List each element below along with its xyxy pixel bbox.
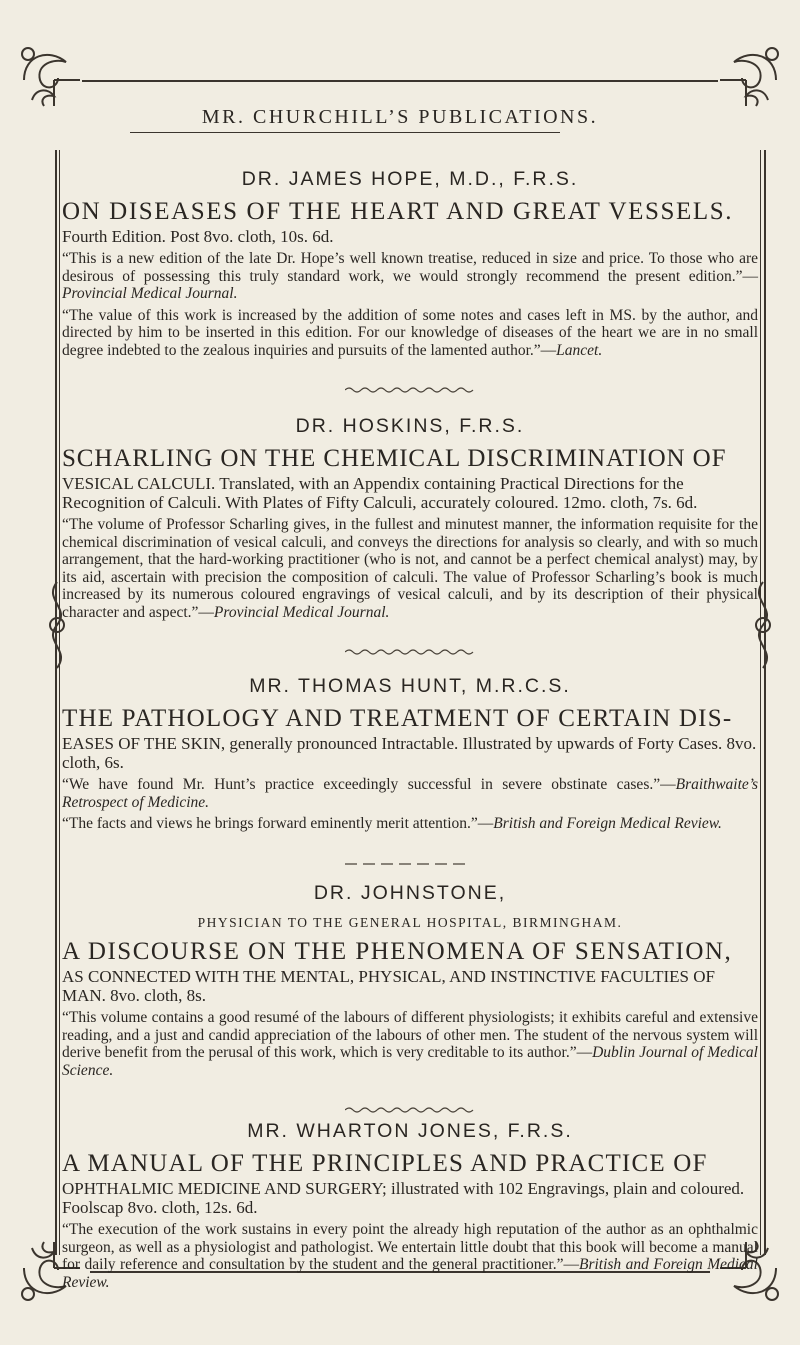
corner-ornament-icon	[716, 40, 786, 110]
work-title: A DISCOURSE ON THE PHENOMENA OF SENSATION,	[62, 938, 733, 965]
review-quote: “This volume contains a good resumé of the labours of different physiologists; it exhibits careful and extensive reading, and a just and candid appreciation of the labours of other men. The student of the nervous system will derive benefit from the perusal of this work, which is very creditable to its author.”—Dublin Journal of Medical Science.	[62, 1009, 758, 1079]
right-border-inner-line	[760, 150, 761, 1255]
publication-entry	[62, 675, 758, 863]
author-name: MR. THOMAS HUNT, M.R.C.S.	[249, 675, 571, 697]
work-details: AS CONNECTED WITH THE MENTAL, PHYSICAL, AND INSTINCTIVE FACULTIES OF MAN. 8vo. cloth, 8s.	[62, 967, 715, 1005]
author-position: PHYSICIAN TO THE GENERAL HOSPITAL, BIRMINGHAM.	[197, 915, 623, 930]
header-underline-rule	[130, 132, 560, 133]
page-header-title: MR. CHURCHILL’S PUBLICATIONS.	[201, 106, 599, 128]
work-details: VESICAL CALCULI. Translated, with an Appendix containing Practical Directions for the Recognition of Calculi. With Plates of Fifty Calculi, accurately coloured. 12mo. cloth, 7s. 6d.	[62, 474, 698, 512]
author-name: DR. HOSKINS, F.R.S.	[295, 415, 525, 437]
left-border-line	[55, 150, 57, 1255]
review-quote: “This is a new edition of the late Dr. Hope’s well known treatise, reduced in size and price. To those who are desirous of possessing this truly standard work, we would strongly recommend the present edition.”—Provincial Medical Journal.	[62, 250, 758, 302]
work-title: A MANUAL OF THE PRINCIPLES AND PRACTICE OF	[62, 1150, 708, 1177]
section-divider	[345, 643, 475, 651]
work-details: EASES OF THE SKIN, generally pronounced Intractable. Illustrated by upwards of Forty Cases. 8vo. cloth, 6s.	[62, 734, 757, 772]
section-divider	[345, 855, 475, 863]
right-border-line	[764, 150, 766, 1255]
review-quote: “We have found Mr. Hunt’s practice exceedingly successful in severe obstinate cases.”—Braithwaite’s Retrospect of Medicine.	[62, 776, 758, 811]
top-rule	[82, 80, 718, 82]
review-quote: “The facts and views he brings forward eminently merit attention.”—British and Foreign Medical Review.	[62, 815, 722, 832]
publication-entry	[62, 1120, 758, 1291]
work-details: OPHTHALMIC MEDICINE AND SURGERY; illustrated with 102 Engravings, plain and coloured. Foolscap 8vo. cloth, 12s. 6d.	[62, 1179, 745, 1217]
review-quote: “The value of this work is increased by the addition of some notes and cases left in MS. by the author, and directed by him to be inserted in this edition. For our knowledge of diseases of the heart we are in no small degree indebted to the zealous inquiries and pursuits of the lamented author.”—Lancet.	[62, 306, 758, 359]
work-title: THE PATHOLOGY AND TREATMENT OF CERTAIN DIS-	[62, 705, 733, 732]
work-details: Fourth Edition. Post 8vo. cloth, 10s. 6d.	[62, 227, 334, 246]
author-name: MR. WHARTON JONES, F.R.S.	[247, 1120, 573, 1142]
section-divider	[345, 1101, 475, 1109]
review-quote: “The execution of the work sustains in every point the already high reputation of the author as an ophthalmic surgeon, as well as a physiologist and pathologist. We entertain little doubt that this book will become a manual for daily reference and consultation by the student and the general practitioner.”—British and Foreign Medical Review.	[62, 1221, 758, 1291]
author-name: DR. JOHNSTONE,	[313, 882, 507, 904]
corner-ornament-icon	[14, 40, 84, 110]
publication-entry	[62, 168, 758, 389]
publication-entry	[62, 882, 758, 1109]
left-border-inner-line	[59, 150, 60, 1255]
publication-entry	[62, 415, 758, 651]
review-quote: “The volume of Professor Scharling gives, in the fullest and minutest manner, the information requisite for the chemical discrimination of vesical calculi, and conveys the directions for analysis so clearly, and with so much arrangement, that the hard-working practitioner (who is not, and cannot be a perfect chemical analyst) may, by its aid, ascertain with precision the composition of calculi. The value of Professor Scharling’s book is much increased by its numerous coloured engravings of vesical calculi, and by its description of their physical character and aspect.”—Provincial Medical Journal.	[62, 516, 758, 621]
author-name: DR. JAMES HOPE, M.D., F.R.S.	[241, 168, 579, 190]
work-title: SCHARLING ON THE CHEMICAL DISCRIMINATION OF	[62, 445, 727, 472]
section-divider	[345, 381, 475, 389]
work-title: ON DISEASES OF THE HEART AND GREAT VESSELS.	[62, 198, 734, 225]
